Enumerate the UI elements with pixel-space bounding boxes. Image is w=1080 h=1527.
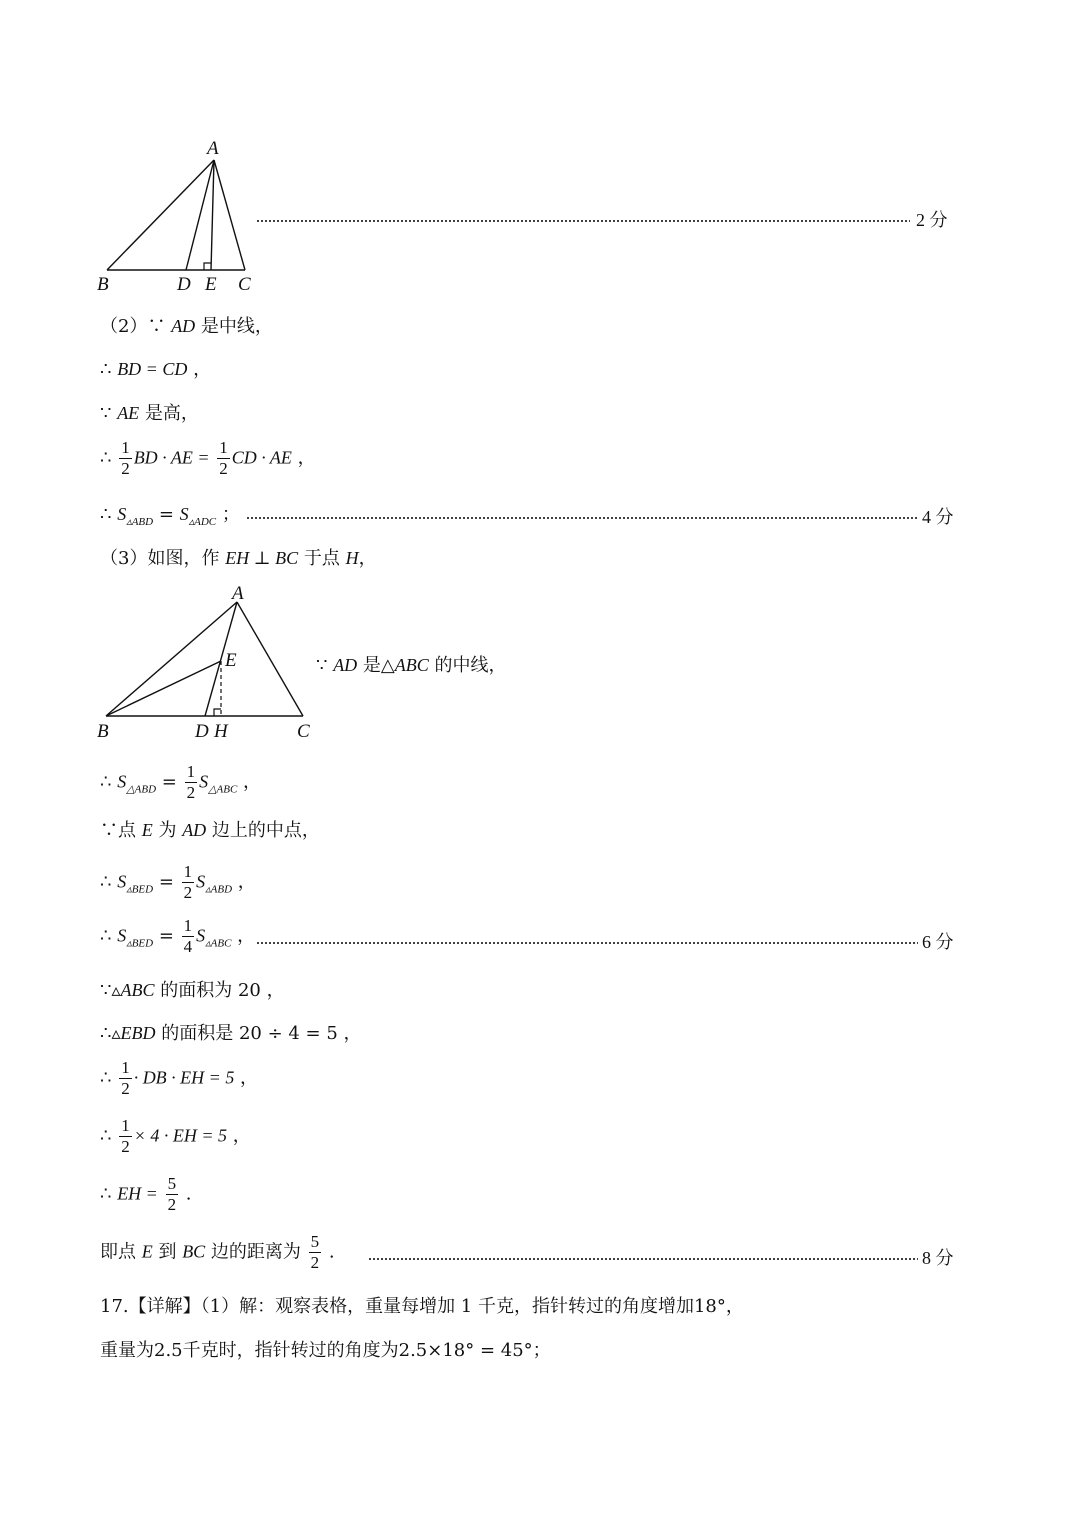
part3-line2: ∵点 E 为 AD 边上的中点， <box>100 820 320 841</box>
score-4: 4 分 <box>922 507 954 527</box>
fraction: $\frac{5}{2}$ <box>310 1232 320 1272</box>
dot-leader <box>246 517 918 519</box>
triangle-figure-2 <box>90 580 330 745</box>
score-2: 2 分 <box>916 210 948 230</box>
vertex-label-B: B <box>97 274 109 295</box>
fraction: $\frac{1}{4}$ <box>183 916 193 956</box>
fraction: $\frac{1}{2}$ <box>121 1116 130 1156</box>
part3-line9: ∴ EH = $\frac{5}{2}$ . <box>100 1174 192 1214</box>
part3-line8: ∴ $\frac{1}{2}$ × 4 · EH = 5 ， <box>100 1116 251 1156</box>
vertex-label-B: B <box>97 721 109 742</box>
part2-line1: （2）∵ AD 是中线， <box>100 316 273 337</box>
vertex-label-E: E <box>205 274 217 295</box>
dot-leader <box>368 1258 918 1260</box>
fraction: $\frac{5}{2}$ <box>167 1174 177 1214</box>
fraction: $\frac{1}{2}$ <box>121 438 130 478</box>
score-6: 6 分 <box>922 932 954 952</box>
part2-line2: ∴ BD = CD ， <box>100 359 212 380</box>
vertex-label-D: D <box>177 274 191 295</box>
part3-line7: ∴ $\frac{1}{2}$ · DB · EH = 5 ， <box>100 1058 259 1098</box>
vertex-label-D: D <box>195 721 209 742</box>
part3-line3: ∴ $S_{▵BED}$ = $\frac{1}{2}$ $S_{▵ABD}$ ， <box>100 862 256 902</box>
part3-line4: ∴ $S_{▵BED}$ = $\frac{1}{4}$ $S_{▵ABC}$ ， <box>100 916 256 956</box>
part3-side-note: ∵ AD 是△ABC 的中线， <box>316 655 507 676</box>
fraction: $\frac{1}{2}$ <box>121 1058 130 1098</box>
dot-leader <box>256 220 910 222</box>
triangle-figure-1 <box>90 135 270 300</box>
vertex-label-A: A <box>232 583 244 604</box>
fraction: $\frac{1}{2}$ <box>183 862 193 902</box>
fraction: $\frac{1}{2}$ <box>186 762 196 802</box>
q17-line1: 17.【详解】（1）解：观察表格，重量每增加 1 千克，指针转过的角度增加18°， <box>100 1296 744 1317</box>
part2-line4: ∴ $\frac{1}{2}$ BD · AE = $\frac{1}{2}$ CD · AE ， <box>100 438 316 478</box>
part3-line10: 即点 E 到 BC 边的距离为 $\frac{5}{2}$ . <box>100 1232 335 1272</box>
part3-line1: ∴ $S_{\triangle ABD}$ = $\frac{1}{2}$ $S_{\triangle ABC}$ ， <box>100 762 262 802</box>
part2-line5: ∴ $S_{▵ABD} = S_{▵ADC}$ ； <box>100 504 240 528</box>
score-8: 8 分 <box>922 1248 954 1268</box>
vertex-label-C: C <box>297 721 310 742</box>
vertex-label-E: E <box>225 650 237 671</box>
part2-line3: ∵ AE 是高， <box>100 403 199 424</box>
vertex-label-H: H <box>214 721 228 742</box>
fraction: $\frac{1}{2}$ <box>219 438 228 478</box>
q17-line2: 重量为2.5千克时，指针转过的角度为2.5×18° = 45°； <box>100 1340 551 1361</box>
vertex-label-C: C <box>238 274 251 295</box>
part3-line6: ∴▵EBD 的面积是 20 ÷ 4 = 5 ， <box>100 1023 362 1044</box>
vertex-label-A: A <box>207 138 219 159</box>
part3-intro: （3）如图，作 EH ⊥ BC 于点 H， <box>100 548 377 569</box>
dot-leader <box>256 942 918 944</box>
part3-line5: ∵▵ABC 的面积为 20 ， <box>100 980 285 1001</box>
